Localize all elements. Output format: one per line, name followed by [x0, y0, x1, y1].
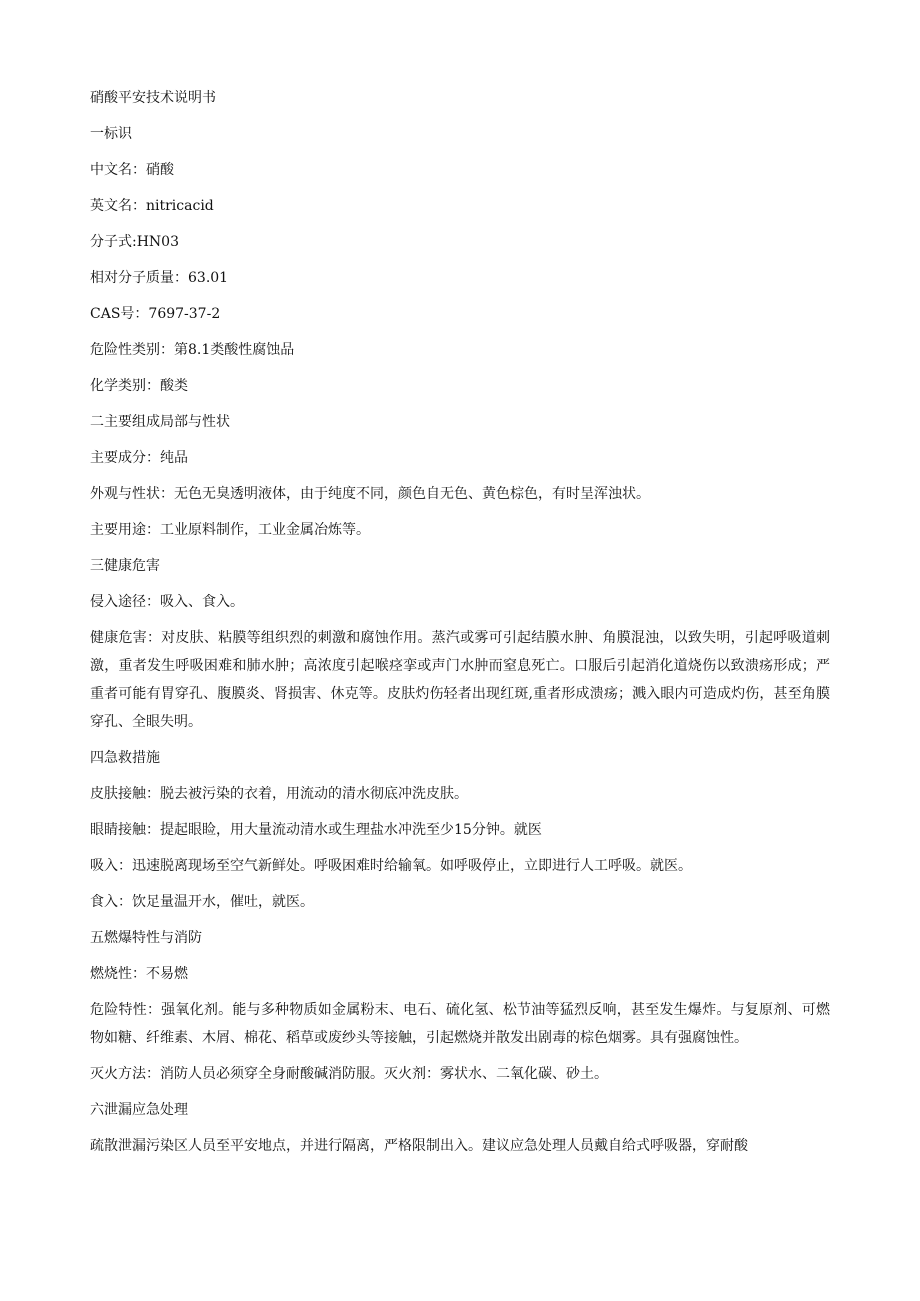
hazard-properties-paragraph: 危险特性：强氧化剂。能与多种物质如金属粉末、电石、硫化氢、松节油等猛烈反响，甚至发生爆炸。与复原剂、可燃物如糖、纤维素、木屑、棉花、稻草或废纱头等接触，引起燃烧并散发出剧毒的棕色烟雾。具有强腐蚀性。	[90, 1002, 830, 1046]
exposure-route: 侵入途径：吸入、食入。	[90, 594, 244, 610]
molecular-formula: 分子式:HN03	[90, 234, 179, 250]
appearance-properties: 外观与性状：无色无臭透明液体，由于纯度不同，颜色自无色、黄色棕色，有时呈浑浊状。	[90, 486, 650, 502]
section-heading-first-aid: 四急救措施	[90, 750, 160, 766]
english-name: 英文名：nitricacid	[90, 198, 214, 214]
flammability: 燃烧性：不易燃	[90, 966, 188, 982]
skin-contact: 皮肤接触：脱去被污染的衣着，用流动的清水彻底冲洗皮肤。	[90, 786, 468, 802]
section-heading-health: 三健康危害	[90, 558, 160, 574]
section-heading-fire: 五燃爆特性与消防	[90, 930, 202, 946]
eye-contact: 眼睛接触：提起眼睑，用大量流动清水或生理盐水冲洗至少15分钟。就医	[90, 822, 542, 838]
ingestion: 食入：饮足量温开水，催吐，就医。	[90, 894, 314, 910]
main-composition: 主要成分：纯品	[90, 450, 188, 466]
chinese-name: 中文名：硝酸	[90, 162, 174, 178]
chemical-class: 化学类别：酸类	[90, 378, 188, 394]
document-title: 硝酸平安技术说明书	[90, 90, 216, 106]
inhalation: 吸入：迅速脱离现场至空气新鲜处。呼吸困难时给输氧。如呼吸停止，立即进行人工呼吸。就医。	[90, 858, 692, 874]
section-heading-composition: 二主要组成局部与性状	[90, 414, 230, 430]
main-usage: 主要用途：工业原料制作，工业金属冶炼等。	[90, 522, 370, 538]
document-body	[90, 88, 830, 1172]
hazard-class: 危险性类别：第8.1类酸性腐蚀品	[90, 342, 295, 358]
cas-number: CAS号：7697-37-2	[90, 306, 221, 322]
section-heading-leak: 六泄漏应急处理	[90, 1102, 188, 1118]
section-heading-identification: 一标识	[90, 126, 132, 142]
leak-response-paragraph: 疏散泄漏污染区人员至平安地点，并进行隔离，严格限制出入。建议应急处理人员戴自给式呼吸器，穿耐酸	[90, 1138, 748, 1154]
molecular-mass: 相对分子质量：63.01	[90, 270, 229, 286]
health-hazard-paragraph: 健康危害：对皮肤、粘膜等组织烈的刺激和腐蚀作用。蒸汽或雾可引起结膜水肿、角膜混浊，以致失明，引起呼吸道刺激，重者发生呼吸困难和肺水肿；高浓度引起喉痉挛或声门水肿而窒息死亡。口服后引起消化道烧伤以致溃疡形成；严重者可能有胃穿孔、腹膜炎、肾损害、休克等。皮肤灼伤轻者出现红斑,重者形成溃疡；溅入眼内可造成灼伤，甚至角膜穿孔、全眼失明。	[90, 630, 830, 730]
firefighting-method: 灭火方法：消防人员必须穿全身耐酸碱消防服。灭火剂：雾状水、二氧化碳、砂土。	[90, 1066, 608, 1082]
